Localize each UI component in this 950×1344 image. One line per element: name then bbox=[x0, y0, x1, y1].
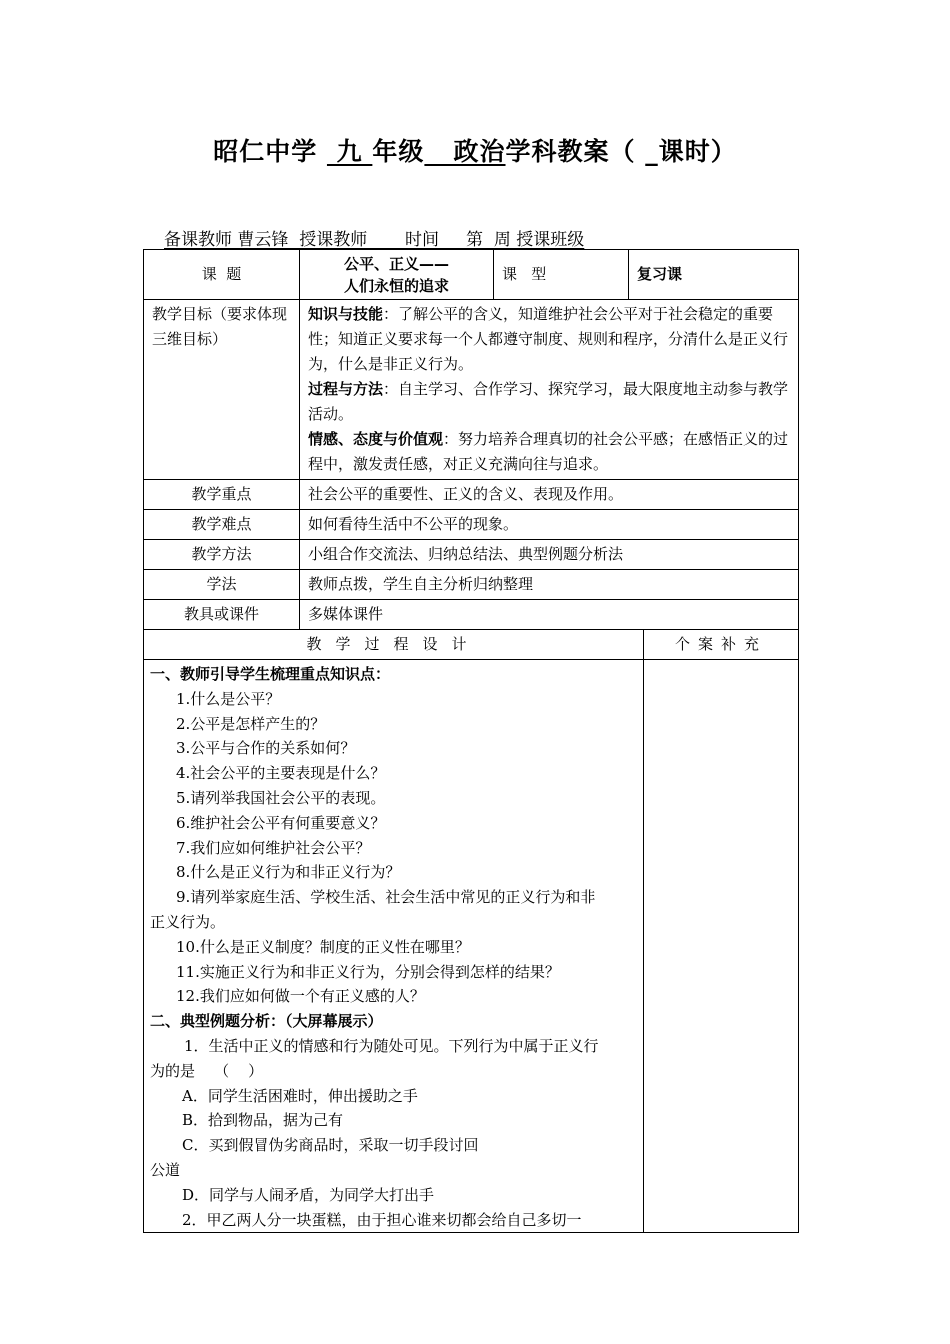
question-item: 5.请列举我国社会公平的表现。 bbox=[176, 788, 386, 807]
process-row bbox=[144, 660, 799, 1233]
option-c-line1: C．买到假冒伪劣商品时，采取一切手段讨回 bbox=[182, 1136, 479, 1155]
info-row bbox=[144, 480, 799, 510]
info-label: 教学方法 bbox=[144, 540, 300, 570]
question-item: 4.社会公平的主要表现是什么？ bbox=[176, 764, 386, 783]
question-item: 3.公平与合作的关系如何？ bbox=[176, 739, 356, 758]
info-label: 学法 bbox=[144, 570, 300, 600]
goals-row bbox=[144, 300, 799, 480]
goal-emotion-text: ：努力培养合理真切的社会公平感；在感悟正义的过程中，激发责任感，对正义充满向往与追求。 bbox=[308, 430, 789, 473]
info-label: 教具或课件 bbox=[144, 600, 300, 630]
title-grade-suffix: 年级 bbox=[372, 137, 425, 166]
question-item: 12.我们应如何做一个有正义感的人？ bbox=[176, 987, 425, 1006]
goal-knowledge bbox=[308, 302, 790, 377]
question-item: 1.什么是公平？ bbox=[176, 689, 281, 708]
question-9-line2: 正义行为。 bbox=[150, 912, 226, 931]
option-d: D．同学与人闹矛盾，为同学大打出手 bbox=[182, 1185, 435, 1204]
goal-process-label: 过程与方法 bbox=[308, 380, 384, 398]
info-row bbox=[144, 600, 799, 630]
goal-process bbox=[308, 377, 790, 427]
question-9-line1: 9.请列举家庭生活、学校生活、社会生活中常见的正义行为和非 bbox=[176, 888, 596, 907]
info-row bbox=[144, 540, 799, 570]
question-item: 10.什么是正义制度？制度的正义性在哪里？ bbox=[176, 937, 470, 956]
topic-value-line1: 公平、正义—— bbox=[343, 254, 449, 273]
type-value-cell bbox=[629, 250, 799, 300]
goal-emotion bbox=[308, 427, 790, 477]
info-row bbox=[144, 510, 799, 540]
info-value: 多媒体课件 bbox=[300, 600, 799, 630]
type-label: 课 型 bbox=[502, 265, 547, 283]
meta-line: 备课教师 曹云锋 授课教师 时间 第 周 授课班级 bbox=[164, 230, 585, 250]
info-row bbox=[144, 570, 799, 600]
section2-title: 二、典型例题分析：（大屏幕展示） bbox=[150, 1012, 383, 1031]
question-item: 6.维护社会公平有何重要意义？ bbox=[176, 813, 386, 832]
question-item: 11.实施正义行为和非正义行为，分别会得到怎样的结果？ bbox=[176, 962, 560, 981]
supplement-header: 个案补充 bbox=[644, 630, 799, 660]
info-label: 教学重点 bbox=[144, 480, 300, 510]
goal-emotion-label: 情感、态度与价值观 bbox=[308, 430, 444, 448]
process-content-cell bbox=[144, 660, 644, 1233]
example1-line2: 为的是 （ ） bbox=[150, 1061, 264, 1080]
title-grade: 九 bbox=[326, 137, 373, 166]
goals-label: 教学目标（要求体现三维目标） bbox=[152, 305, 288, 348]
example2-line1: 2．甲乙两人分一块蛋糕，由于担心谁来切都会给自己多切一 bbox=[182, 1210, 582, 1229]
option-c-line2: 公道 bbox=[150, 1160, 181, 1179]
option-b: B．拾到物品，据为己有 bbox=[182, 1111, 344, 1130]
goal-process-text: ：自主学习、合作学习、探究学习，最大限度地主动参与教学活动。 bbox=[308, 380, 789, 423]
question-item: 7.我们应如何维护社会公平？ bbox=[176, 838, 371, 857]
type-value: 复习课 bbox=[637, 265, 683, 283]
example1-line1: 1．生活中正义的情感和行为随处可见。下列行为中属于正义行 bbox=[184, 1036, 599, 1055]
page-title bbox=[0, 132, 950, 168]
supplement-cell bbox=[644, 660, 799, 1233]
option-a: A．同学生活困难时，伸出援助之手 bbox=[182, 1086, 418, 1105]
topic-value-line2: 人们永恒的追求 bbox=[343, 276, 449, 295]
goal-knowledge-text: ：了解公平的含义，知道维护社会公平对于社会稳定的重要性；知道正义要求每一个人都遵守制度、规则和程序，分清什么是正义行为，什么是非正义行为。 bbox=[308, 305, 789, 373]
process-header: 教学过程设计 bbox=[144, 630, 644, 660]
title-subject-suffix: 学科教案（ bbox=[505, 137, 646, 166]
title-period: _课时） bbox=[645, 137, 737, 166]
type-label-cell bbox=[494, 250, 629, 300]
topic-label-cell bbox=[144, 250, 300, 300]
section1-title: 一、教师引导学生梳理重点知识点： bbox=[150, 665, 391, 683]
topic-row bbox=[144, 250, 799, 300]
title-school: 昭仁中学 bbox=[213, 137, 327, 166]
question-item: 8.什么是正义行为和非正义行为？ bbox=[176, 863, 401, 882]
lesson-plan-table bbox=[143, 249, 799, 1233]
process-header-row bbox=[144, 630, 799, 660]
topic-label: 课 题 bbox=[201, 265, 242, 283]
topic-value-cell bbox=[300, 250, 494, 300]
info-value: 社会公平的重要性、正义的含义、表现及作用。 bbox=[300, 480, 799, 510]
goals-label-cell bbox=[144, 300, 300, 480]
info-value: 如何看待生活中不公平的现象。 bbox=[300, 510, 799, 540]
info-label: 教学难点 bbox=[144, 510, 300, 540]
question-item: 2.公平是怎样产生的？ bbox=[176, 714, 326, 733]
goals-content-cell bbox=[300, 300, 799, 480]
info-value: 教师点拨，学生自主分析归纳整理 bbox=[300, 570, 799, 600]
info-value: 小组合作交流法、归纳总结法、典型例题分析法 bbox=[300, 540, 799, 570]
title-subject: 政治 bbox=[424, 137, 506, 166]
goal-knowledge-label: 知识与技能 bbox=[308, 305, 384, 323]
